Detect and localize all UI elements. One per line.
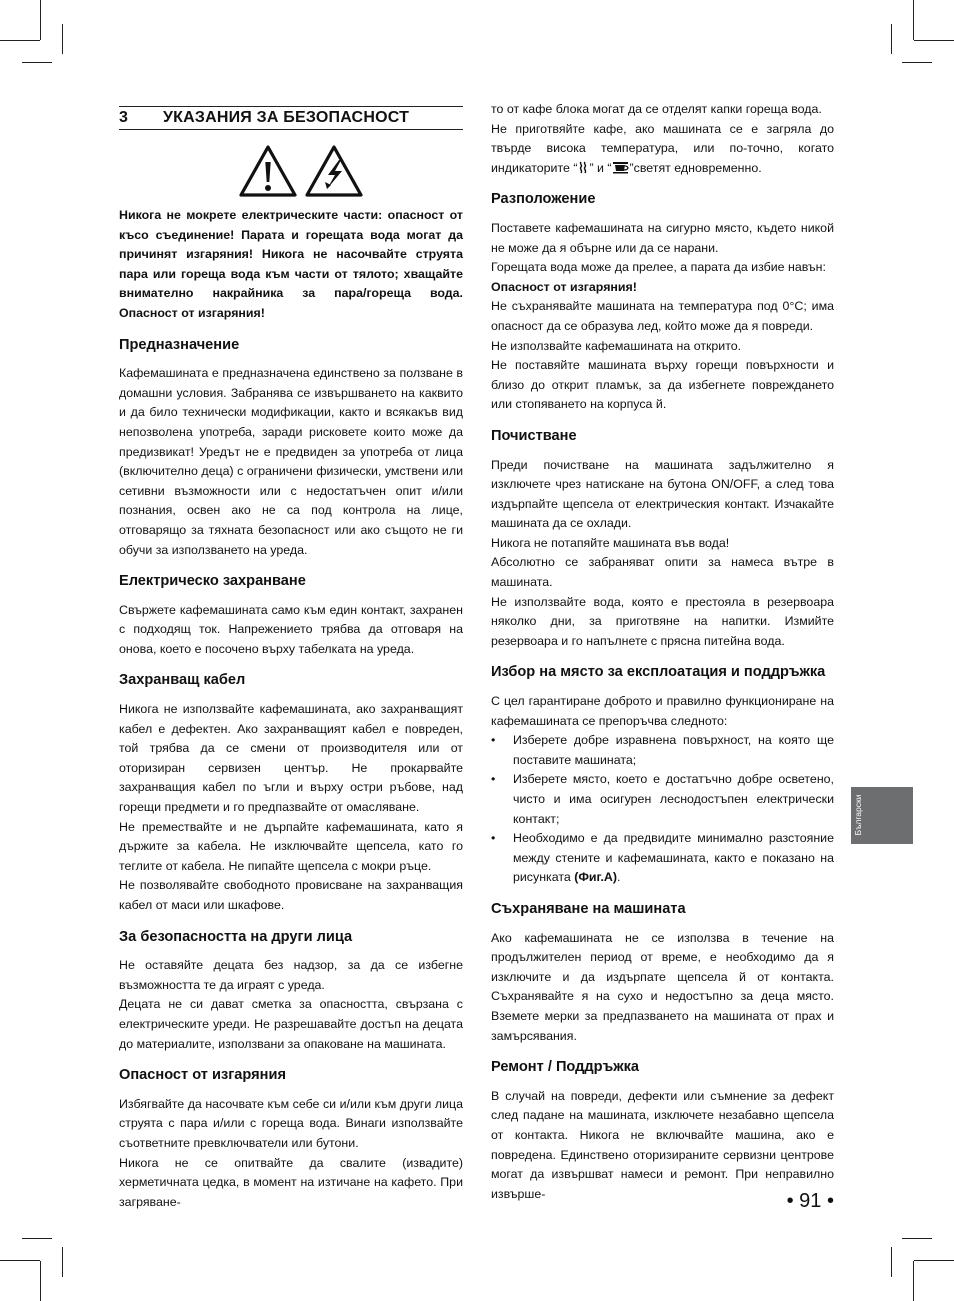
crop-mark — [62, 1247, 63, 1277]
list-item: • Изберете добре изравнена повърхност, на която ще поставите машината; — [491, 731, 834, 770]
crop-mark — [902, 62, 932, 63]
language-label: Български — [853, 794, 863, 836]
overheat-text-b: ” и “ — [589, 160, 612, 175]
power-cord-p3: Не позволявайте свободното провисване на захранващия кабел от маси или шкафове. — [119, 878, 463, 912]
crop-mark — [891, 1247, 892, 1277]
continuation-text: то от кафе блока могат да се отделят капки гореща вода. — [491, 102, 822, 116]
intended-use-text: Кафемашината е предназначена единствено за ползване в домашни условия. Забранява се извършването на каквито и да било технически модификации, както и всякакъв вид непозволена употреба, заради рисковете които може да предизвикат! Уредът не е предвиден за употреба от лица (включително деца) с ограничени физически, умствени или сетивни възможности или с недостатъчен опит и/или познания, освен ако не са под контрола на лице, отговарящо за тяхната безопасност или ако същото не ги обучи за използването на уреда. — [119, 366, 463, 557]
placement-p6: Не поставяйте машината върху горещи повърхности и близо до открит пламък, за да избегнете повреждането или стопяването на корпуса й. — [491, 358, 834, 412]
steam-icon — [577, 161, 589, 174]
overheat-text-c: ”светят едновременно. — [629, 160, 762, 175]
intended-use-heading: Предназначение — [119, 336, 240, 353]
crop-mark — [913, 0, 914, 40]
placement-p1: Поставете кафемашината на сигурно място, където никой не може да я обърне или да се нарани. — [491, 220, 834, 255]
crop-mark — [62, 24, 63, 54]
others-safety-p1: Не оставяйте децата без надзор, за да се избегне възможността те да играят с уреда. — [119, 958, 463, 992]
cup-icon — [612, 161, 630, 174]
location-heading: Избор на място за експлоатация и поддръжка — [491, 664, 826, 681]
cleaning-p1: Преди почистване на машината задължително я изключете чрез натискане на бутона ON/OFF, а след това издърпайте щепсела от електрическия контакт. Изчакайте машината да се охлади. — [491, 457, 834, 531]
crop-mark — [22, 62, 52, 63]
page-number: • 91 • — [786, 1190, 834, 1212]
storage-heading: Съхраняване на машината — [491, 900, 686, 917]
burn-hazard-p2: Никога не се опитвайте да свалите (извадите) херметичната цедка, в момент на изтичане на кафето. При загряване- — [119, 1155, 463, 1209]
intro-warning: Никога не мокрете електрическите части: опасност от късо съединение! Парата и горещата вода могат да причинят изгаряния! Никога не насочвайте струята пара или гореща вода към части от тялото; хващайте внимателно накрайника за пара/гореща вода. Опасност от изгаряния! — [119, 208, 463, 320]
section-title — [119, 106, 463, 130]
repair-text: В случай на повреди, дефекти или съмнение за дефект след падане на машината, изключете незабавно щепсела от контакта. Никога не включвайте машина, ако е повредена. Единствено оторизираните сервизни центрове могат да извършват намеси и ремонт. При неправилно извърше- — [491, 1088, 834, 1201]
power-cord-p2: Не премествайте и не дърпайте кафемашината, като я държите за кабела. Не изключвайте щепсела, като го теглите от кабела. Не пипайте щепсела с мокри ръце. — [119, 819, 463, 873]
crop-mark — [22, 1238, 52, 1239]
crop-mark — [40, 1261, 41, 1301]
power-supply-text: Свържете кафемашината само към един контакт, захранен с подходящ ток. Напрежението трябва да отговаря на онова, което е посочено върху табелката на уреда. — [119, 602, 463, 656]
crop-mark — [914, 40, 954, 41]
placement-p4: Не съхранявайте машината на температура под 0°C; има опасност да се образува лед, който може да я повреди. — [491, 299, 834, 333]
list-item: • Изберете място, което е достатъчно добре осветено, чисто и има осигурен леснодостъпен електрически контакт; — [491, 770, 834, 829]
others-safety-heading: За безопасността на други лица — [119, 928, 353, 945]
section-number: 3 — [119, 109, 129, 126]
electric-hazard-icon — [304, 144, 364, 198]
figure-reference: (Фиг.A) — [574, 870, 617, 885]
crop-mark — [902, 1238, 932, 1239]
crop-mark — [0, 1260, 40, 1261]
location-list — [491, 731, 834, 888]
placement-heading: Разположение — [491, 191, 596, 208]
warning-exclamation-icon — [238, 144, 298, 198]
storage-text: Ако кафемашината не се използва в течение на продължителен период от време, е необходимо да я изключите и да издърпате щепсела й от контакта. Съхранявайте я на сухо и недостъпно за деца място. Вземете мерки за предпазването на машината от прах и замърсявания. — [491, 930, 834, 1043]
placement-p5: Не използвайте кафемашината на открито. — [491, 338, 742, 353]
list-item-end: . — [617, 870, 621, 885]
repair-heading: Ремонт / Поддръжка — [491, 1059, 639, 1076]
crop-mark — [40, 0, 41, 40]
list-item — [491, 829, 834, 888]
burn-hazard-p1: Избягвайте да насочвате към себе си и/или към други лица струята с пара и/или с гореща вода. Винаги използвайте съответните превключватели или бутони. — [119, 1096, 463, 1150]
crop-mark — [913, 1261, 914, 1301]
placement-p3: Опасност от изгаряния! — [491, 279, 637, 294]
burn-hazard-heading: Опасност от изгаряния — [119, 1067, 286, 1084]
others-safety-p2: Децата не си дават сметка за опасността, свързана с електрическите уреди. Не разрешавайте достъп на децата до материалите, използвани за опаковане на машината. — [119, 997, 463, 1051]
cleaning-p2: Никога не потапяйте машината във вода! — [491, 535, 730, 550]
overheat-note — [491, 120, 834, 179]
location-intro: С цел гарантиране доброто и правилно функциониране на кафемашината се препоръчва следното: — [491, 694, 834, 728]
left-column — [119, 106, 463, 1212]
overheat-text-a: Не приготвяйте кафе, ако машината се е загряла до твърде висока температура, или по-точно, когато индикаторите “ — [491, 121, 834, 175]
crop-mark — [0, 40, 40, 41]
cleaning-heading: Почистване — [491, 427, 577, 444]
cleaning-p4: Не използвайте вода, която е престояла в резервоара няколко дни, за приготвяне на напитки. Измийте резервоара и го напълнете с прясна питейна вода. — [491, 594, 834, 648]
warning-icons — [139, 144, 463, 198]
section-heading: УКАЗАНИЯ ЗА БЕЗОПАСНОСТ — [163, 109, 410, 126]
crop-mark — [914, 1260, 954, 1261]
power-cord-p1: Никога не използвайте кафемашината, ако захранващият кабел е дефектен. Ако захранващият кабел е повреден, той трябва да се смени от производителя или от оторизиран сервизен център. Не прокарвайте захранващия кабел по ъгли и върху остри ръбове, над горещи предмети и го предпазвайте от омасляване. — [119, 702, 463, 815]
power-supply-heading: Електрическо захранване — [119, 573, 306, 590]
crop-mark — [891, 24, 892, 54]
list-item-text: Необходимо е да предвидите минимално разстояние между стените и кафемашината, както е показано на рисунката — [513, 831, 834, 885]
placement-p2: Горещата вода може да прелее, а парата да избие навън: — [491, 260, 826, 275]
language-side-tab — [851, 787, 913, 844]
cleaning-p3: Абсолютно се забраняват опити за намеса вътре в машината. — [491, 555, 834, 590]
power-cord-heading: Захранващ кабел — [119, 672, 246, 689]
right-column — [491, 102, 834, 1204]
